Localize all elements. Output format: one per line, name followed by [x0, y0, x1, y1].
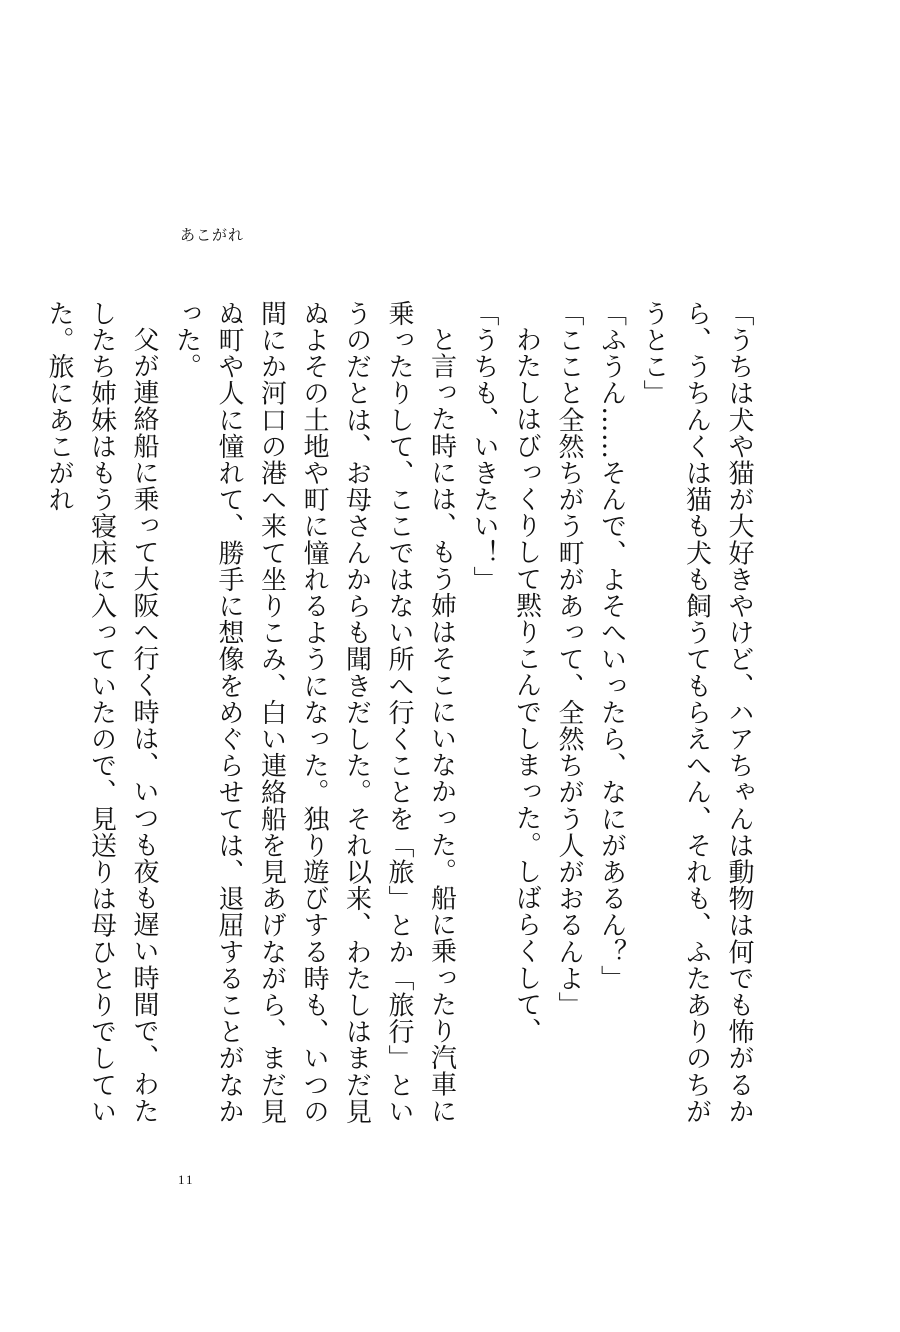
paragraph-1: 「うちは犬や猫が大好きやけど、ハアちゃんは動物は何でも怖がるから、うちんくは猫も犬も飼うてもらえへん、それも、ふたありのちがうとこ」: [639, 300, 754, 1125]
body-text: [38, 300, 761, 1140]
paragraph-4: わたしはびっくりして黙りこんでしまった。しばらくして、: [511, 326, 542, 1045]
running-header: あこがれ: [180, 226, 245, 244]
paragraph-6: と言った時には、もう姉はそこにいなかった。船に乗ったり汽車に乗ったりして、ここではない所へ行くことを「旅」とか「旅行」というのだとは、お母さんからも聞きだした。それ以来、わたしはまだ見ぬよその土地や町に憧れるようになった。独り遊びする時も、いつの間にか河口の港へ来て坐りこみ、白い連絡船を見あげながら、まだ見ぬ町や人に憧れて、勝手に想像をめぐらせては、退屈することがなかった。: [171, 300, 457, 1125]
paragraph-7: 父が連絡船に乗って大阪へ行く時は、いつも夜も遅い時間で、わたしたち姉妹はもう寝床に入っていたので、見送りは母ひとりでしていた。旅にあこがれ: [44, 300, 159, 1125]
paragraph-3: 「ここと全然ちがう町があって、全然ちがう人がおるんよ」: [554, 300, 584, 1019]
page-number: 11: [178, 1172, 195, 1187]
paragraph-5: 「うちも、いきたい！」: [469, 300, 499, 593]
paragraph-2: 「ふうん……そんで、よそへいったら、なにがあるん？」: [596, 300, 627, 992]
